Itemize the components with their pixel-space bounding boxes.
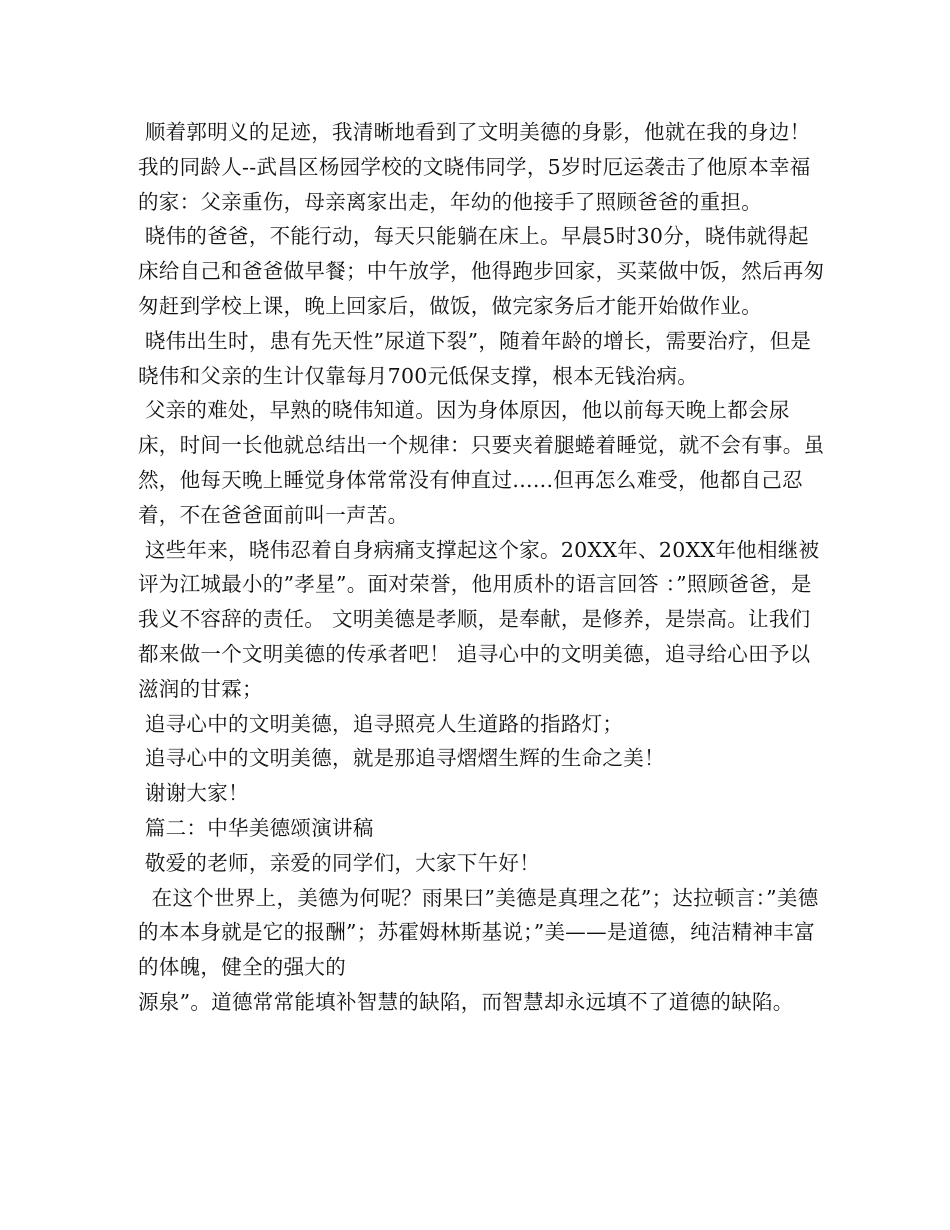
paragraph-wisdom-virtue: 源泉”。道德常常能填补智慧的缺陷，而智慧却永远填不了道德的缺陷。 [138,989,794,1014]
paragraph-pursue-life-beauty: 追寻心中的文明美德，就是那追寻熠熠生辉的生命之美！ [138,746,665,771]
paragraph-pursue-guiding-light: 追寻心中的文明美德，追寻照亮人生道路的指路灯； [138,711,624,736]
paragraph-xiaowei-illness: 晓伟出生时，患有先天性”尿道下裂”，随着年龄的增长，需要治疗，但是晓伟和父亲的生计仅靠每月700元低保支撑，根本无钱治病。 [138,328,812,388]
paragraph-guo-mingyi: 顺着郭明义的足迹，我清晰地看到了文明美德的身影，他就在我的身边！我的同龄人--武昌区杨园学校的文晓伟同学，5岁时厄运袭击了他原本幸福的家：父亲重伤，母亲离家出走，年幼的他接手了照顾爸爸的重担。 [138,120,811,214]
paragraph-father-difficulty: 父亲的难处，早熟的晓伟知道。因为身体原因，他以前每天晚上都会尿床，时间一长他就总结出一个规律：只要夹着腿蜷着睡觉，就不会有事。虽然，他每天晚上睡觉身体常常没有伸直过......但再怎么难受，他都自己忍着，不在爸爸面前叫一声苦。 [138,398,825,527]
paragraph-greeting: 敬爱的老师，亲爱的同学们，大家下午好！ [138,850,541,875]
paragraph-xiaowei-father: 晓伟的爸爸，不能行动，每天只能躺在床上。早晨5时30分，晓伟就得起床给自己和爸爸做早餐；中午放学，他得跑步回家，买菜做中饭，然后再匆匆赶到学校上课，晚上回家后，做饭，做完家务后才能开始做作业。 [138,224,825,318]
paragraph-virtue-quotes: 在这个世界上，美德为何呢？雨果曰”美德是真理之花”；达拉顿言：”美德的本本身就是它的报酬”；苏霍姆林斯基说；”美——是道德，纯洁精神丰富的体魄，健全的强大的 [138,885,819,980]
document-page [138,115,828,1020]
paragraph-thanks: 谢谢大家！ [138,781,249,806]
section-heading: 篇二：中华美德颂演讲稿 [138,815,374,840]
paragraph-filial-star: 这些年来，晓伟忍着自身病痛支撑起这个家。20XX年、20XX年他相继被评为江城最小的”孝星”。面对荣誉，他用质朴的语言回答 ：”照顾爸爸，是我义不容辞的责任。 文明美德是孝顺，是奉献，是修养，是崇高。让我们都来做一个文明美德的传承者吧！ 追寻心中的文明美德，追寻给心田予以滋润的甘霖； [138,537,820,701]
